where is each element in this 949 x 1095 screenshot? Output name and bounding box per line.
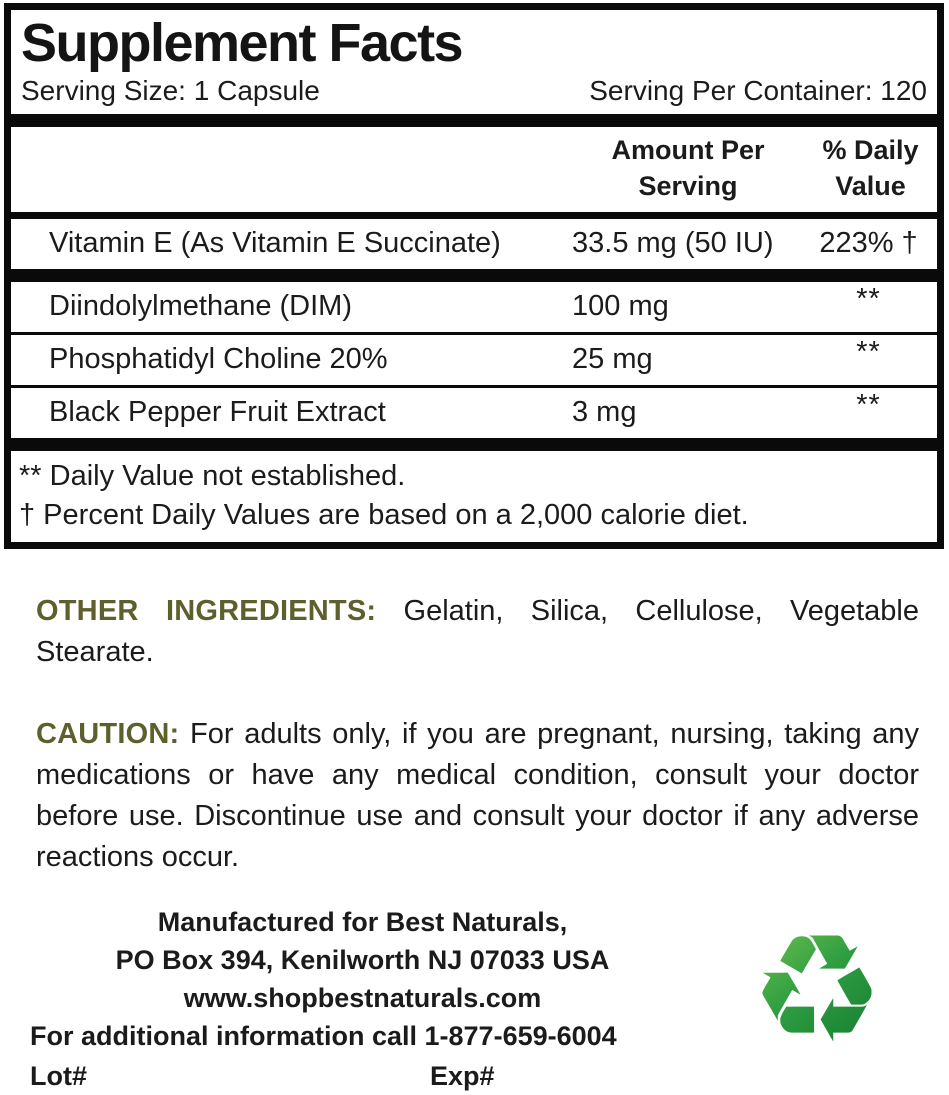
supplement-facts-panel (4, 3, 944, 549)
table-header-row (11, 127, 937, 212)
caution-paragraph (36, 714, 919, 879)
nutrient-amount: 3 mg (572, 396, 804, 429)
nutrient-name: Black Pepper Fruit Extract (11, 396, 572, 429)
table-row (11, 335, 937, 385)
other-ingredients-paragraph (36, 591, 919, 673)
col-header-daily-value: % Daily Value (804, 133, 937, 204)
nutrient-amount: 25 mg (572, 343, 804, 376)
lot-exp-row (30, 1058, 695, 1095)
other-ingredients-text: Gelatin, Silica, Cellulose, Vegetable Stearate. (36, 595, 919, 668)
table-row (11, 388, 937, 438)
footnote-daily-value: ** Daily Value not established. (11, 457, 937, 496)
exp-label: Exp# (430, 1058, 495, 1095)
address-line: PO Box 394, Kenilworth NJ 07033 USA (30, 942, 695, 980)
nutrient-daily-value: 223% † (804, 227, 937, 260)
nutrient-name: Phosphatidyl Choline 20% (11, 343, 572, 376)
footnote-percent-dv: † Percent Daily Values are based on a 2,000 calorie diet. (11, 496, 937, 535)
col-header-amount: Amount Per Serving (572, 133, 804, 204)
footnotes (11, 451, 937, 536)
divider-thick (11, 114, 937, 127)
lot-label: Lot# (30, 1058, 430, 1095)
nutrient-daily-value: ** (804, 389, 937, 422)
nutrient-name: Diindolylmethane (DIM) (11, 290, 572, 323)
recycle-icon-container (695, 904, 939, 1095)
table-row (11, 282, 937, 332)
phone-line: For additional information call 1-877-659-6004 (30, 1018, 695, 1056)
serving-size: Serving Size: 1 Capsule (21, 74, 320, 108)
caution-text: For adults only, if you are pregnant, nursing, taking any medications or have any medical condition, consult your doctor before use. Discontinue use and consult your doctor if any adverse reactions occur. (36, 718, 919, 874)
panel-title: Supplement Facts (11, 12, 937, 72)
website-line: www.shopbestnaturals.com (30, 980, 695, 1018)
footer (30, 904, 939, 1095)
divider-medium (11, 212, 937, 219)
serving-row (11, 72, 937, 114)
manufactured-for-line: Manufactured for Best Naturals, (30, 904, 695, 942)
recycle-icon: ♻ (750, 915, 884, 1065)
nutrient-amount: 33.5 mg (50 IU) (572, 227, 804, 260)
nutrient-amount: 100 mg (572, 290, 804, 323)
divider-thick (11, 269, 937, 282)
manufacturer-block (30, 904, 695, 1095)
nutrient-name: Vitamin E (As Vitamin E Succinate) (11, 227, 572, 260)
nutrient-daily-value: ** (804, 283, 937, 316)
divider-thick (11, 438, 937, 451)
caution-label: CAUTION: (36, 718, 179, 750)
table-row (11, 219, 937, 269)
servings-per-container: Serving Per Container: 120 (589, 74, 927, 108)
other-ingredients-label: OTHER INGREDIENTS: (36, 595, 376, 627)
supplement-label (0, 3, 949, 1027)
nutrient-daily-value: ** (804, 336, 937, 369)
